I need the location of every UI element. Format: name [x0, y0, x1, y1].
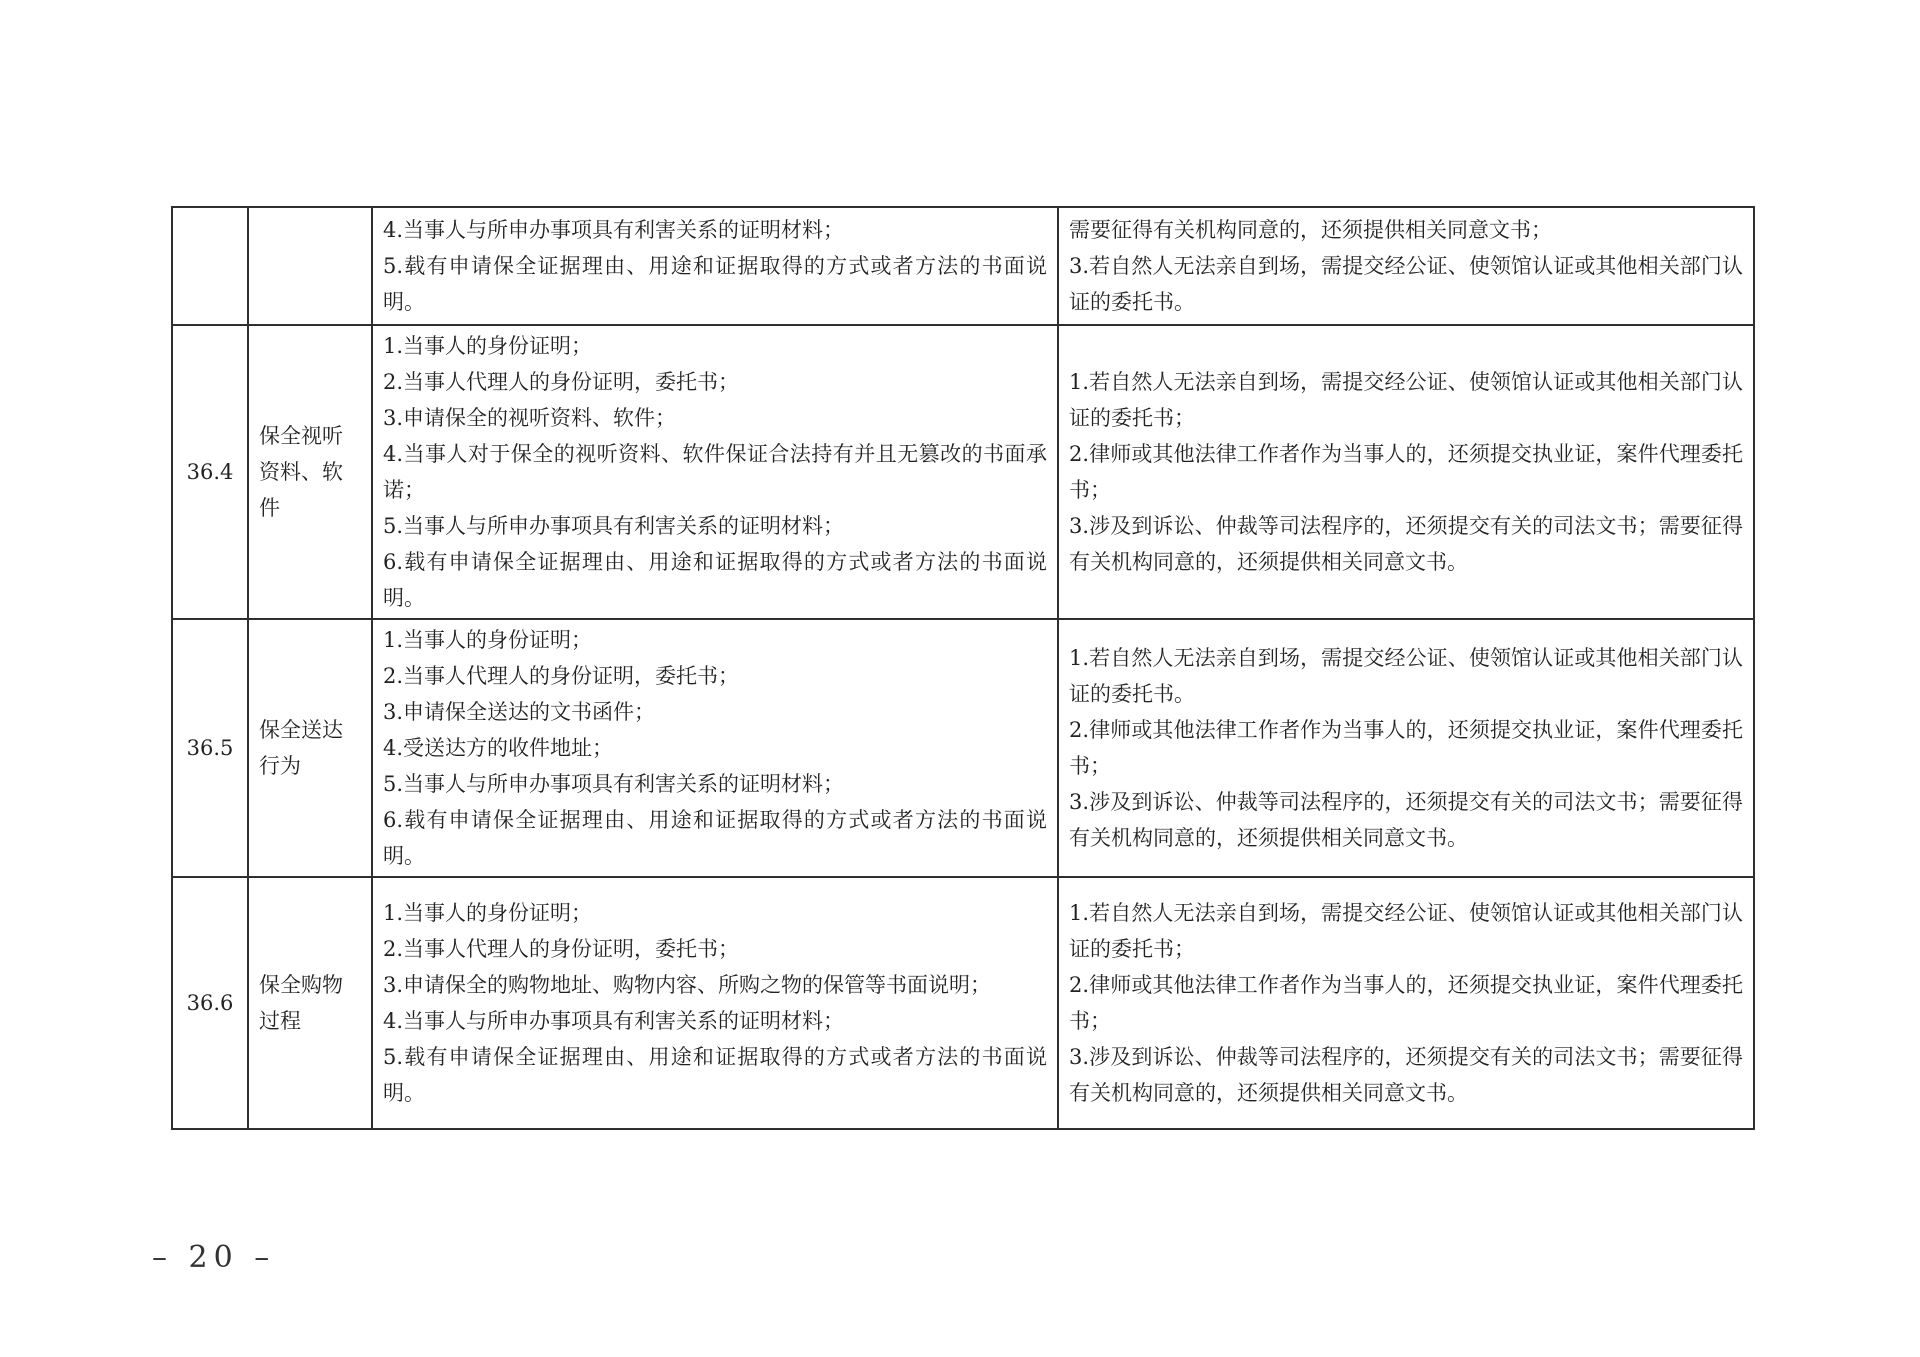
material-item: 4.当事人与所申办事项具有利害关系的证明材料；	[383, 218, 845, 242]
note-item: 1.若自然人无法亲自到场，需提交经公证、使领馆认证或其他相关部门认证的委托书；	[1069, 370, 1743, 430]
notes-cell	[1058, 325, 1754, 619]
material-item: 4.当事人与所申办事项具有利害关系的证明材料；	[383, 1009, 845, 1033]
notes-cell	[1058, 207, 1754, 325]
material-item: 6.载有申请保全证据理由、用途和证据取得的方式或者方法的书面说明。	[383, 808, 1047, 868]
note-item: 2.律师或其他法律工作者作为当事人的，还须提交执业证，案件代理委托书；	[1069, 973, 1743, 1033]
note-item: 3.涉及到诉讼、仲裁等司法程序的，还须提交有关的司法文书；需要征得有关机构同意的，还须提供相关同意文书。	[1069, 790, 1743, 850]
materials-cell	[372, 619, 1058, 877]
item-name-cell: 保全送达行为	[248, 619, 372, 877]
requirements-table	[171, 206, 1755, 1130]
material-item: 4.受送达方的收件地址；	[383, 736, 614, 760]
notes-cell	[1058, 619, 1754, 877]
material-item: 5.载有申请保全证据理由、用途和证据取得的方式或者方法的书面说明。	[383, 254, 1047, 314]
material-item: 2.当事人代理人的身份证明，委托书；	[383, 664, 740, 688]
note-item: 需要征得有关机构同意的，还须提供相关同意文书；	[1069, 218, 1552, 242]
note-item: 2.律师或其他法律工作者作为当事人的，还须提交执业证，案件代理委托书；	[1069, 442, 1743, 502]
material-item: 6.载有申请保全证据理由、用途和证据取得的方式或者方法的书面说明。	[383, 550, 1047, 610]
note-item: 1.若自然人无法亲自到场，需提交经公证、使领馆认证或其他相关部门认证的委托书。	[1069, 646, 1743, 706]
item-number-cell: 36.6	[172, 877, 248, 1129]
material-item: 3.申请保全的购物地址、购物内容、所购之物的保管等书面说明；	[383, 973, 992, 997]
table-row	[172, 325, 1754, 619]
note-item: 3.涉及到诉讼、仲裁等司法程序的，还须提交有关的司法文书；需要征得有关机构同意的，还须提供相关同意文书。	[1069, 1045, 1743, 1105]
item-name-cell: 保全视听资料、软件	[248, 325, 372, 619]
material-item: 4.当事人对于保全的视听资料、软件保证合法持有并且无篡改的书面承诺；	[383, 442, 1047, 502]
note-item: 3.涉及到诉讼、仲裁等司法程序的，还须提交有关的司法文书；需要征得有关机构同意的，还须提供相关同意文书。	[1069, 514, 1743, 574]
material-item: 5.当事人与所申办事项具有利害关系的证明材料；	[383, 772, 845, 796]
material-item: 1.当事人的身份证明；	[383, 901, 593, 925]
materials-cell	[372, 325, 1058, 619]
materials-cell	[372, 207, 1058, 325]
item-number-cell: 36.5	[172, 619, 248, 877]
item-name-cell: 保全购物过程	[248, 877, 372, 1129]
notes-cell	[1058, 877, 1754, 1129]
item-name-cell	[248, 207, 372, 325]
item-number-cell: 36.4	[172, 325, 248, 619]
material-item: 2.当事人代理人的身份证明，委托书；	[383, 937, 740, 961]
material-item: 3.申请保全的视听资料、软件；	[383, 406, 677, 430]
note-item: 3.若自然人无法亲自到场，需提交经公证、使领馆认证或其他相关部门认证的委托书。	[1069, 254, 1743, 314]
note-item: 1.若自然人无法亲自到场，需提交经公证、使领馆认证或其他相关部门认证的委托书；	[1069, 901, 1743, 961]
material-item: 5.当事人与所申办事项具有利害关系的证明材料；	[383, 514, 845, 538]
material-item: 3.申请保全送达的文书函件；	[383, 700, 656, 724]
material-item: 1.当事人的身份证明；	[383, 628, 593, 652]
note-item: 2.律师或其他法律工作者作为当事人的，还须提交执业证，案件代理委托书；	[1069, 718, 1743, 778]
material-item: 5.载有申请保全证据理由、用途和证据取得的方式或者方法的书面说明。	[383, 1045, 1047, 1105]
table-row	[172, 877, 1754, 1129]
page-number: – 20 –	[152, 1240, 276, 1275]
material-item: 1.当事人的身份证明；	[383, 334, 593, 358]
table-row	[172, 207, 1754, 325]
materials-cell	[372, 877, 1058, 1129]
table-row	[172, 619, 1754, 877]
item-number-cell	[172, 207, 248, 325]
material-item: 2.当事人代理人的身份证明，委托书；	[383, 370, 740, 394]
